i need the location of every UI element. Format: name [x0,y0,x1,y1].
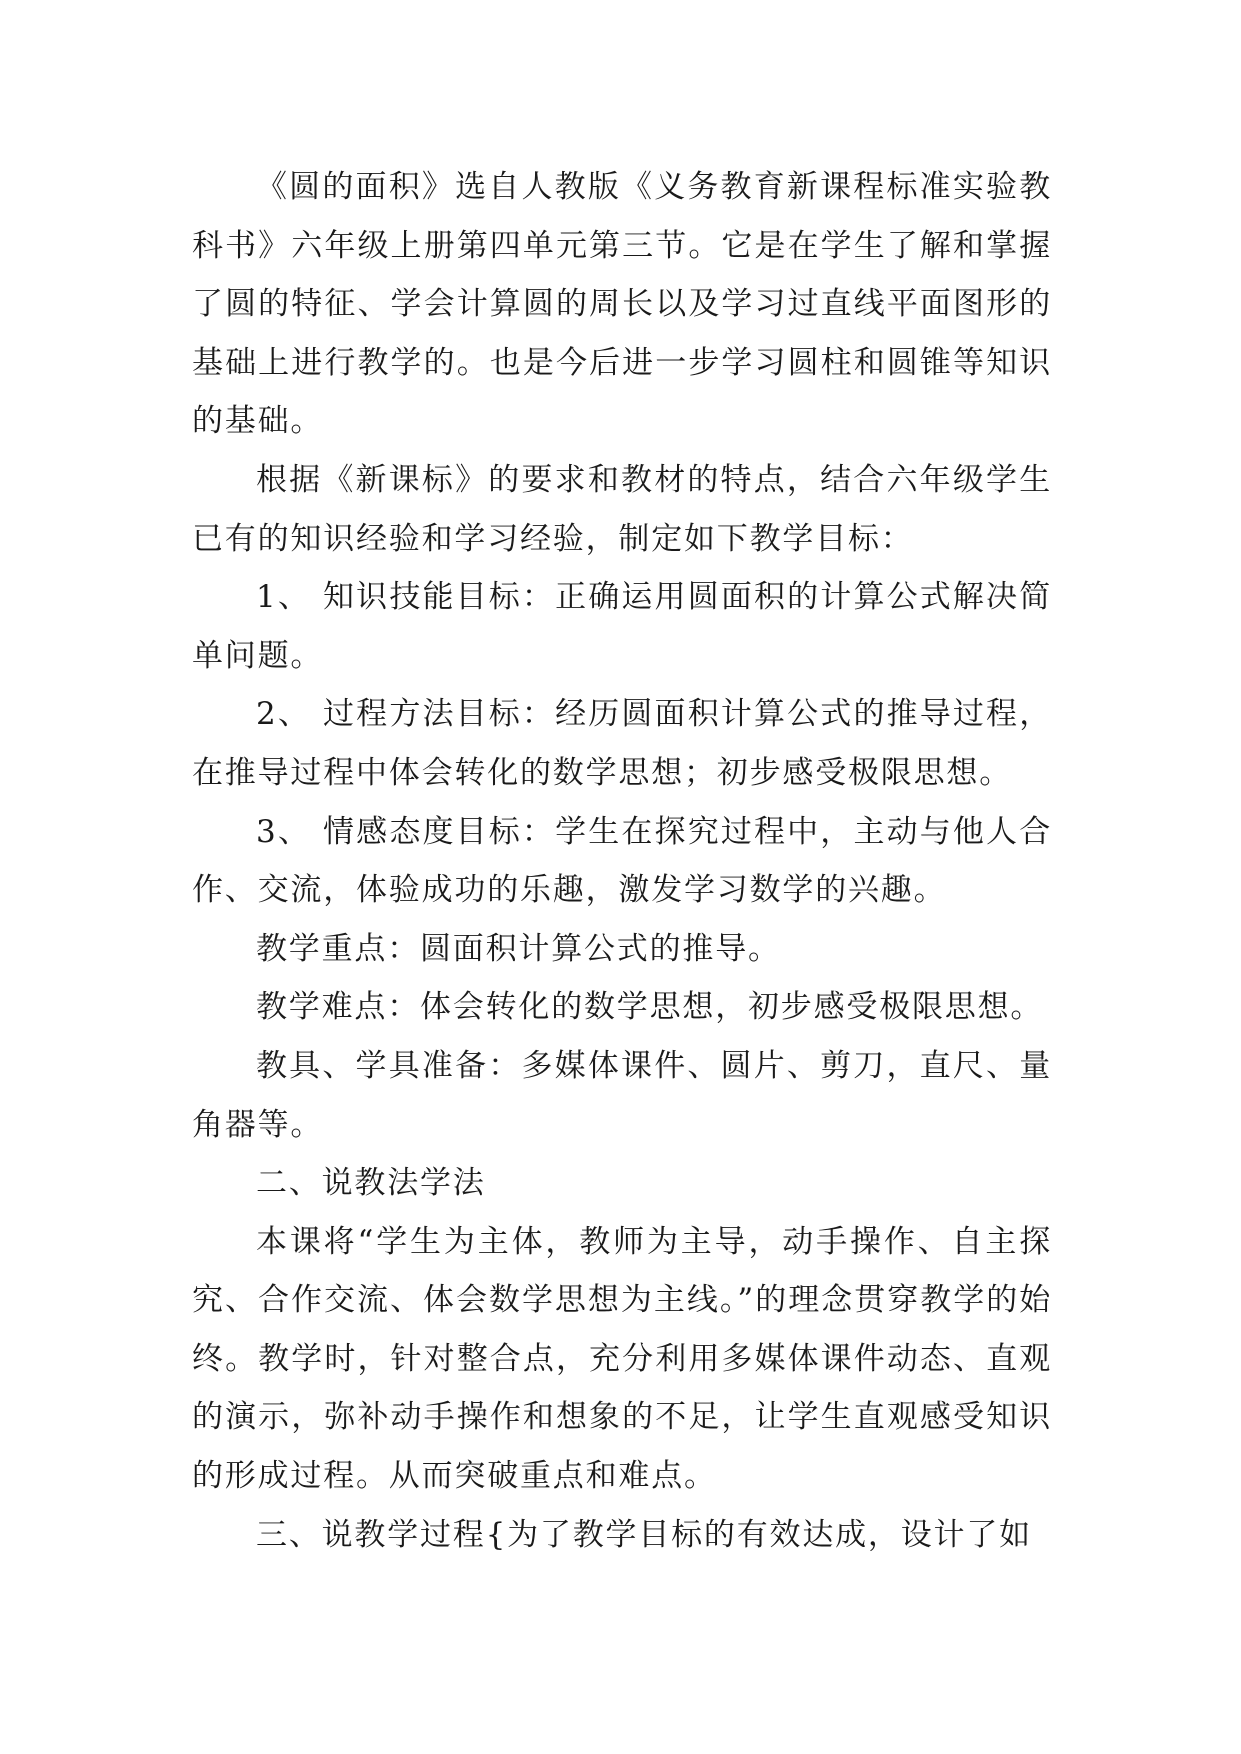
section-heading-process: 三、说教学过程{为了教学目标的有效达成，设计了如 [256,1516,1032,1553]
paragraph-methods: 本课将“学生为主体，教师为主导，动手操作、自主探究、合作交流、体会数学思想为主线。”的理念贯穿教学的始终。教学时，针对整合点，充分利用多媒体课件动态、直观的演示，弥补动手操作和想象的不足，让学生直观感受知识的形成过程。从而突破重点和难点。 [192,1223,1052,1495]
paragraph-key-point: 教学重点：圆面积计算公式的推导。 [256,930,781,967]
paragraph-objective-2: 2、 过程方法目标：经历圆面积计算公式的推导过程，在推导过程中体会转化的数学思想；初步感受极限思想。 [192,696,1052,791]
document-body [192,158,1052,1564]
paragraph-objectives-intro: 根据《新课标》的要求和教材的特点，结合六年级学生已有的知识经验和学习经验，制定如下教学目标： [192,461,1052,557]
paragraph-objective-3: 3、 情感态度目标：学生在探究过程中，主动与他人合作、交流，体验成功的乐趣，激发学习数学的兴趣。 [192,813,1052,909]
paragraph-objective-1: 1、 知识技能目标：正确运用圆面积的计算公式解决简单问题。 [192,579,1052,674]
section-heading-methods: 二、说教法学法 [256,1165,486,1202]
paragraph-intro: 《圆的面积》选自人教版《义务教育新课程标准实验教科书》六年级上册第四单元第三节。它是在学生了解和掌握了圆的特征、学会计算圆的周长以及学习过直线平面图形的基础上进行教学的。也是今后进一步学习圆柱和圆锥等知识的基础。 [192,169,1052,440]
paragraph-difficulty: 教学难点：体会转化的数学思想，初步感受极限思想。 [256,989,1044,1026]
paragraph-materials: 教具、学具准备：多媒体课件、圆片、剪刀，直尺、量角器等。 [192,1047,1052,1143]
